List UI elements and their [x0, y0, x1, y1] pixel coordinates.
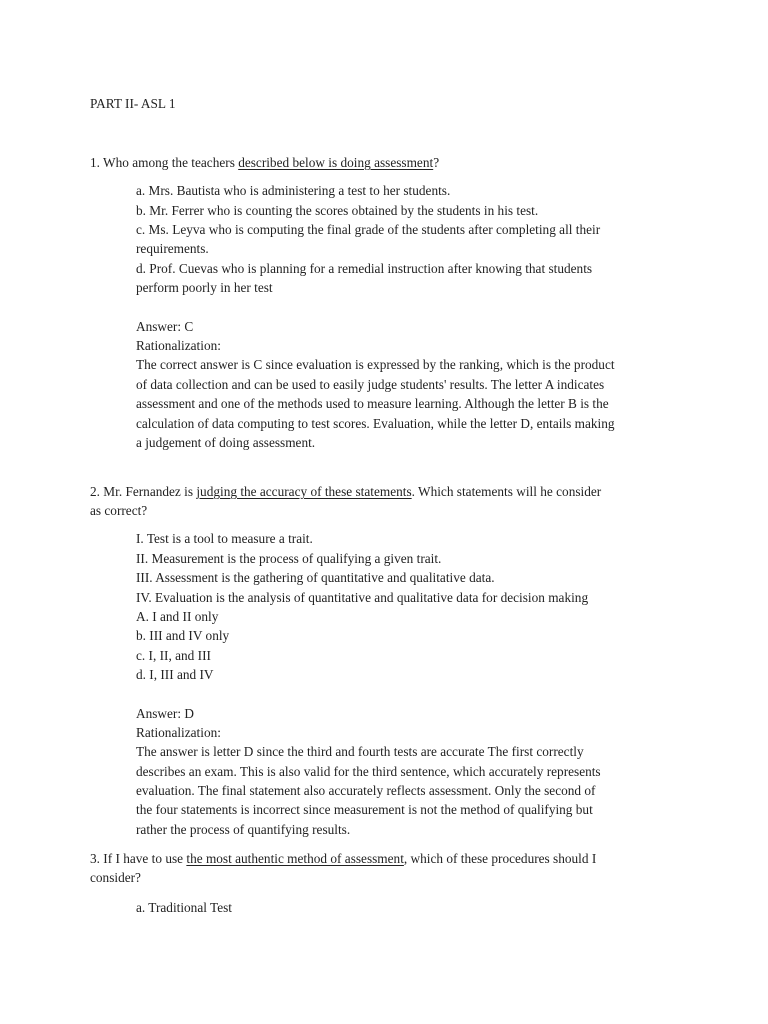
- question-2-cont: as correct?: [90, 503, 148, 518]
- q2-rationalization-line: evaluation. The final statement also accurately reflects assessment. Only the second of: [136, 783, 596, 798]
- q1-option-c-cont: requirements.: [136, 241, 209, 256]
- q2-statement: I. Test is a tool to measure a trait.: [136, 531, 313, 546]
- q2-rationalization-label: Rationalization:: [136, 725, 221, 740]
- q2-rationalization-line: The answer is letter D since the third and fourth tests are accurate The first correctly: [136, 744, 584, 759]
- question-1-underlined: described below is doing assessment: [238, 155, 434, 170]
- q1-rationalization-line: calculation of data computing to test scores. Evaluation, while the letter D, entails making: [136, 416, 615, 431]
- question-2: [90, 482, 601, 501]
- q1-option-a: a. Mrs. Bautista who is administering a test to her students.: [136, 183, 451, 198]
- question-2-underlined: judging the accuracy of these statements: [196, 484, 412, 499]
- q2-answer: Answer: D: [136, 706, 194, 721]
- q1-option-d-cont: perform poorly in her test: [136, 280, 273, 295]
- question-1-prefix: 1. Who among the teachers: [90, 155, 239, 170]
- q2-option: c. I, II, and III: [136, 648, 211, 663]
- q2-option: A. I and II only: [136, 609, 219, 624]
- question-2-suffix: . Which statements will he consider: [411, 484, 602, 499]
- q2-rationalization-line: the four statements is incorrect since measurement is not the method of qualifying but: [136, 802, 593, 817]
- question-3-suffix: , which of these procedures should I: [403, 851, 597, 866]
- q2-statement: IV. Evaluation is the analysis of quantitative and qualitative data for decision making: [136, 590, 589, 605]
- question-1-suffix: ?: [433, 155, 440, 170]
- part-heading: PART II- ASL 1: [90, 96, 176, 111]
- q3-option-a: a. Traditional Test: [136, 900, 232, 915]
- question-3: [90, 849, 596, 868]
- q2-rationalization-line: describes an exam. This is also valid for the third sentence, which accurately represents: [136, 764, 601, 779]
- q1-rationalization-line: a judgement of doing assessment.: [136, 435, 316, 450]
- q2-statement: III. Assessment is the gathering of quantitative and qualitative data.: [136, 570, 495, 585]
- q1-option-b: b. Mr. Ferrer who is counting the scores obtained by the students in his test.: [136, 203, 539, 218]
- q1-option-d: d. Prof. Cuevas who is planning for a remedial instruction after knowing that students: [136, 261, 593, 276]
- q1-rationalization-label: Rationalization:: [136, 338, 221, 353]
- question-3-cont: consider?: [90, 870, 141, 885]
- q1-rationalization-line: of data collection and can be used to easily judge students' results. The letter A indicates: [136, 377, 605, 392]
- q2-rationalization-line: rather the process of quantifying results.: [136, 822, 351, 837]
- q1-rationalization-line: assessment and one of the methods used to measure learning. Although the letter B is the: [136, 396, 609, 411]
- question-1: [90, 153, 439, 172]
- q1-answer: Answer: C: [136, 319, 194, 334]
- q2-option: d. I, III and IV: [136, 667, 214, 682]
- question-3-underlined: the most authentic method of assessment: [186, 851, 404, 866]
- question-2-prefix: 2. Mr. Fernandez is: [90, 484, 197, 499]
- q1-rationalization-line: The correct answer is C since evaluation is expressed by the ranking, which is the product: [136, 357, 615, 372]
- question-3-prefix: 3. If I have to use: [90, 851, 187, 866]
- q2-statement: II. Measurement is the process of qualifying a given trait.: [136, 551, 442, 566]
- q2-option: b. III and IV only: [136, 628, 230, 643]
- q1-option-c: c. Ms. Leyva who is computing the final grade of the students after completing all their: [136, 222, 601, 237]
